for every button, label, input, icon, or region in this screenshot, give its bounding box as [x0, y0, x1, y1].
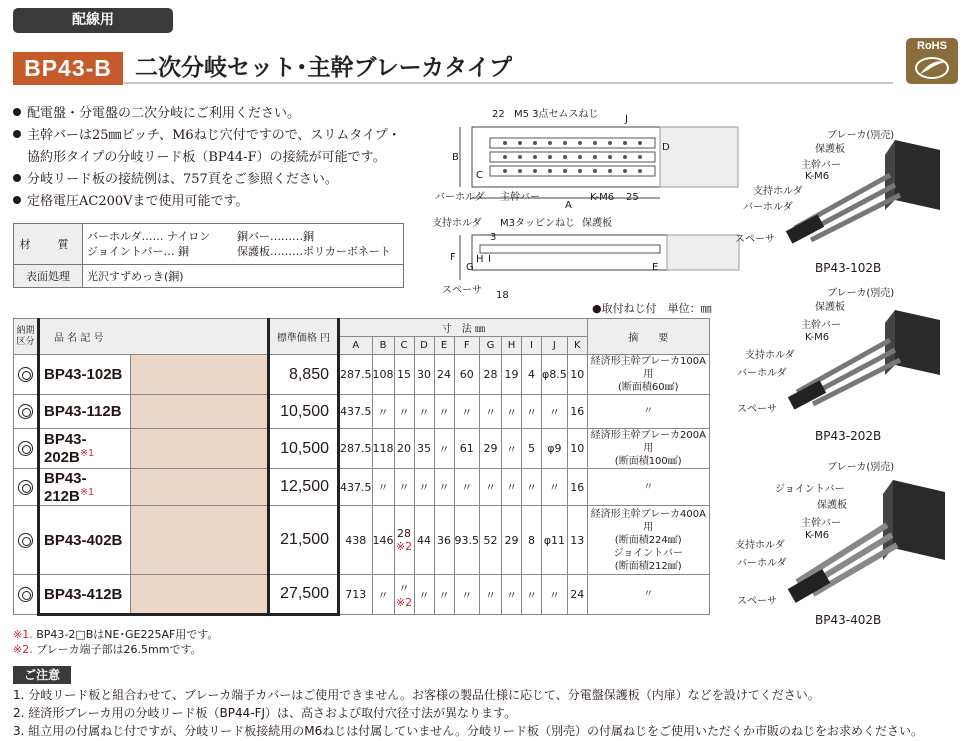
dim-label: C [476, 170, 483, 181]
callout-label: ブレーカ(別売) [827, 288, 895, 299]
header-dim: J [542, 337, 568, 355]
dim-cell: 437.5 [339, 395, 373, 429]
table-row [14, 469, 710, 506]
material-item: ジョイントバー… 銅 [87, 245, 190, 258]
dim-label: F [450, 252, 456, 263]
callout-label: 保護板 [817, 500, 847, 511]
dim-label: B [452, 152, 459, 163]
dim-cell: 146 [372, 506, 394, 575]
material-table [13, 223, 404, 288]
dim-cell: 24 [567, 575, 587, 615]
dim-label: 主幹バー [500, 192, 540, 203]
list-item: 定格電圧AC200Vまで使用可能です。 [13, 191, 401, 213]
dim-cell: 13 [567, 506, 587, 575]
dim-cell: 52 [480, 506, 502, 575]
dim-cell: 60 [454, 355, 480, 395]
callout-label: スペーサ [737, 596, 777, 607]
dim-cell: 118 [372, 429, 394, 469]
dim-cell: 〃 [454, 395, 480, 429]
header-dim: I [522, 337, 542, 355]
dim-cell: 61 [454, 429, 480, 469]
dim-cell: φ9 [542, 429, 568, 469]
dim-label: 25 [626, 192, 639, 203]
dim-cell: 〃 [502, 469, 522, 506]
dim-label: G [466, 262, 474, 273]
dim-cell: 〃 [454, 575, 480, 615]
dim-label: A [565, 200, 572, 211]
dim-cell: 〃 [542, 395, 568, 429]
dim-cell: 〃 [522, 469, 542, 506]
dim-label: スペーサ [442, 285, 482, 296]
remark: 経済形主幹ブレーカ100A用 [590, 356, 706, 380]
dim-cell: 〃 [434, 395, 454, 429]
callout-label: 支持ホルダ [745, 350, 795, 361]
dim-cell: 35 [414, 429, 434, 469]
list-item: 分岐リード板の接続例は、757頁をご参照ください。 [13, 169, 401, 191]
remark: 〃 [643, 589, 654, 600]
remark: 経済形主幹ブレーカ200A用 [590, 430, 706, 454]
dim-cell: 28 [397, 527, 411, 540]
dim-cell: 〃 [372, 395, 394, 429]
leaf-icon [914, 56, 950, 80]
product-photo-402b [735, 460, 945, 627]
caution-item: 1. 分岐リード板と組合わせて、ブレーカ端子カバーはご使用できません。お客様の製品仕様に応じて、分電盤保護板（内扉）などを設けてください。 [13, 688, 820, 702]
header-dim: F [454, 337, 480, 355]
header-dim: B [372, 337, 394, 355]
dim-cell: 10 [567, 429, 587, 469]
footnote-mark: ※2 [395, 596, 413, 609]
dim-cell: 93.5 [454, 506, 480, 575]
dim-cell: 〃 [480, 575, 502, 615]
dim-cell: 15 [394, 355, 414, 395]
remark: 〃 [643, 406, 654, 417]
remark: 〃 [643, 481, 654, 493]
header-remarks: 摘 要 [587, 319, 709, 355]
product-photo-202b [737, 286, 940, 443]
price: 21,500 [269, 506, 339, 575]
remark: (断面積212㎟) [614, 560, 682, 572]
dim-label: M5 3点セムスねじ [514, 109, 599, 120]
dim-cell: 〃 [434, 575, 454, 615]
caution-list [13, 686, 923, 740]
header-dim: A [339, 337, 373, 355]
dim-cell: 〃 [502, 575, 522, 615]
header-price: 標準価格 円 [269, 319, 339, 355]
model-badge: BP43-B [13, 52, 123, 85]
remark: (断面積224㎟) [614, 534, 682, 546]
header-dims: 寸 法 ㎜ [339, 319, 588, 337]
price: 27,500 [269, 575, 339, 615]
callout-label: ジョイントバー [775, 484, 845, 495]
dim-cell: 〃 [414, 395, 434, 429]
dim-cell: 28 [480, 355, 502, 395]
dim-cell: φ8.5 [542, 355, 568, 395]
dim-cell: 287.5 [339, 355, 373, 395]
dim-cell: 〃 [454, 469, 480, 506]
dim-cell: 〃 [372, 469, 394, 506]
callout-label: 支持ホルダ [735, 540, 785, 551]
dim-cell: 24 [434, 355, 454, 395]
footnote: ※2. ブレーカ端子部は26.5mmです。 [13, 643, 202, 656]
availability-icon [18, 367, 33, 382]
footnotes [13, 627, 218, 657]
feature-list [13, 103, 401, 213]
dim-cell: 〃 [394, 469, 414, 506]
caution-item: 2. 経済形ブレーカ用の分岐リード板（BP44-FJ）は、高さおよび取付穴径寸法が異なります。 [13, 706, 517, 720]
dim-cell: 16 [567, 469, 587, 506]
dim-cell: 16 [567, 395, 587, 429]
availability-icon [18, 480, 33, 495]
list-item: 配電盤・分電盤の二次分岐にご利用ください。 [13, 103, 401, 125]
material-header: 材 質 [14, 224, 83, 265]
dim-cell: φ11 [542, 506, 568, 575]
dim-cell: 108 [372, 355, 394, 395]
dim-label: バーホルダ [435, 192, 485, 203]
header-dim: G [480, 337, 502, 355]
dim-cell: 438 [339, 506, 373, 575]
callout-label: 主幹バー [801, 320, 841, 331]
dim-cell: 19 [502, 355, 522, 395]
availability-icon [18, 533, 33, 548]
dim-cell: 〃 [480, 469, 502, 506]
dim-label: 18 [496, 290, 509, 301]
dim-label: 22 [492, 109, 505, 120]
product-code: BP43-412B [44, 585, 123, 603]
callout-label: バーホルダ [737, 558, 787, 569]
finish-header: 表面処理 [14, 265, 83, 288]
spec-table [13, 318, 710, 616]
dim-cell: 〃 [414, 469, 434, 506]
callout-label: バーホルダ [743, 202, 793, 213]
footnote-mark: ※2 [395, 540, 413, 553]
callout-label: 保護板 [815, 144, 845, 155]
product-code: BP43-112B [44, 403, 122, 420]
category-tab: 配線用 [13, 8, 173, 33]
dim-label: 保護板 [582, 218, 612, 229]
dim-cell: 〃 [522, 395, 542, 429]
units-note: ●取付ねじ付 単位：㎜ [592, 302, 712, 315]
photo-caption: BP43-402B [815, 613, 882, 627]
dim-cell: 29 [502, 506, 522, 575]
page-title: 二次分岐セット･主幹ブレーカタイプ [135, 55, 512, 81]
dim-label: M3タッピンねじ [500, 218, 575, 229]
dim-cell: 〃 [434, 429, 454, 469]
dim-cell: 〃 [394, 395, 414, 429]
footnote: ※1. BP43-2□BはNE･GE225AF用です。 [13, 628, 219, 641]
availability-icon [18, 404, 33, 419]
availability-icon [18, 587, 33, 602]
dim-cell: 437.5 [339, 469, 373, 506]
callout-label: K-M6 [805, 171, 830, 182]
table-row [14, 429, 710, 469]
header-dim: E [434, 337, 454, 355]
callout-label: 支持ホルダ [753, 186, 803, 197]
list-item: 協約形タイプの分岐リード板（BP44-F）の接続が可能です。 [27, 150, 386, 165]
price: 10,500 [269, 429, 339, 469]
rohs-badge [906, 38, 958, 84]
callout-label: スペーサ [737, 404, 777, 415]
availability-icon [18, 441, 33, 456]
header-dim: D [414, 337, 434, 355]
dim-label: H [476, 254, 484, 265]
dim-cell: 287.5 [339, 429, 373, 469]
header-dim: H [502, 337, 522, 355]
dim-cell: 〃 [398, 582, 410, 595]
footnote-mark: ※1 [79, 448, 94, 459]
table-row [14, 575, 710, 615]
dim-cell: 〃 [502, 395, 522, 429]
dim-cell: 〃 [434, 469, 454, 506]
dim-label: D [662, 142, 670, 153]
dim-cell: 4 [522, 355, 542, 395]
header-code: 品 名 記 号 [39, 319, 269, 355]
photo-caption: BP43-102B [815, 261, 882, 275]
dim-cell: 〃 [480, 395, 502, 429]
product-code: BP43-202B [44, 431, 87, 466]
caution-item: 3. 組立用の付属ねじ付ですが、分岐リード板接続用のM6ねじは付属していません。分岐リード板（別売）の付属ねじをご使用いただくか市販のねじをお求めください。 [13, 724, 923, 738]
dim-cell: 8 [522, 506, 542, 575]
callout-label: 主幹バー [801, 160, 841, 171]
callout-label: K-M6 [805, 530, 830, 541]
price: 12,500 [269, 469, 339, 506]
remark: 経済形主幹ブレーカ400A用 [590, 508, 706, 533]
finish-value: 光沢すずめっき(銅) [83, 265, 404, 288]
price: 10,500 [269, 395, 339, 429]
callout-label: 主幹バー [801, 518, 841, 529]
callout-label: ブレーカ(別売) [827, 130, 895, 141]
product-code: BP43-402B [44, 531, 123, 549]
footnote-mark: ※1 [79, 486, 94, 498]
dim-cell: 20 [394, 429, 414, 469]
dim-cell: 〃 [372, 575, 394, 615]
dim-cell: 〃 [522, 575, 542, 615]
dim-cell: 〃 [502, 429, 522, 469]
dim-cell: 713 [339, 575, 373, 615]
material-item: 保護板………ポリカーボネート [237, 245, 391, 258]
dim-cell: 〃 [542, 575, 568, 615]
price: 8,850 [269, 355, 339, 395]
rohs-label: RoHS [917, 40, 947, 52]
dim-cell: 29 [480, 429, 502, 469]
list-item: 主幹バーは25㎜ピッチ、M6ねじ穴付ですので、スリムタイプ・ [13, 125, 401, 147]
header-dim: K [567, 337, 587, 355]
photo-caption: BP43-202B [815, 429, 882, 443]
dim-cell: 44 [414, 506, 434, 575]
material-item: バーホルダ…… ナイロン [87, 230, 211, 243]
dim-label: I [488, 254, 491, 265]
dim-cell: 〃 [414, 575, 434, 615]
dim-label: 3 [490, 232, 497, 243]
callout-label: K-M6 [805, 332, 830, 343]
product-photo-102b [735, 130, 940, 275]
dim-cell: 〃 [542, 469, 568, 506]
dim-label: J [625, 114, 628, 125]
dim-label: E [652, 262, 659, 273]
product-illustrations [735, 130, 971, 630]
table-row [14, 355, 710, 395]
remark: ジョイントバー [613, 547, 684, 559]
remark: (断面積100㎟) [614, 456, 682, 467]
dim-label: 支持ホルダ [432, 218, 482, 229]
callout-label: スペーサ [735, 234, 775, 245]
product-code: BP43-212B [44, 469, 87, 505]
header-dim: C [394, 337, 414, 355]
callout-label: ブレーカ(別売) [827, 462, 895, 473]
callout-label: バーホルダ [737, 368, 787, 379]
remark: (断面積60㎟) [617, 382, 679, 393]
table-row [14, 395, 710, 429]
dim-cell: 5 [522, 429, 542, 469]
header-category: 納期区分 [14, 319, 39, 355]
dim-label: K-M6 [590, 192, 615, 203]
product-code: BP43-102B [44, 366, 123, 383]
callout-label: 保護板 [815, 302, 845, 313]
dim-cell: 30 [414, 355, 434, 395]
material-item: 銅バー………銅 [237, 230, 314, 243]
caution-header: ご注意 [13, 666, 71, 684]
dimension-drawing [430, 100, 750, 305]
table-row [14, 506, 710, 575]
dim-cell: 36 [434, 506, 454, 575]
dim-cell: 10 [567, 355, 587, 395]
